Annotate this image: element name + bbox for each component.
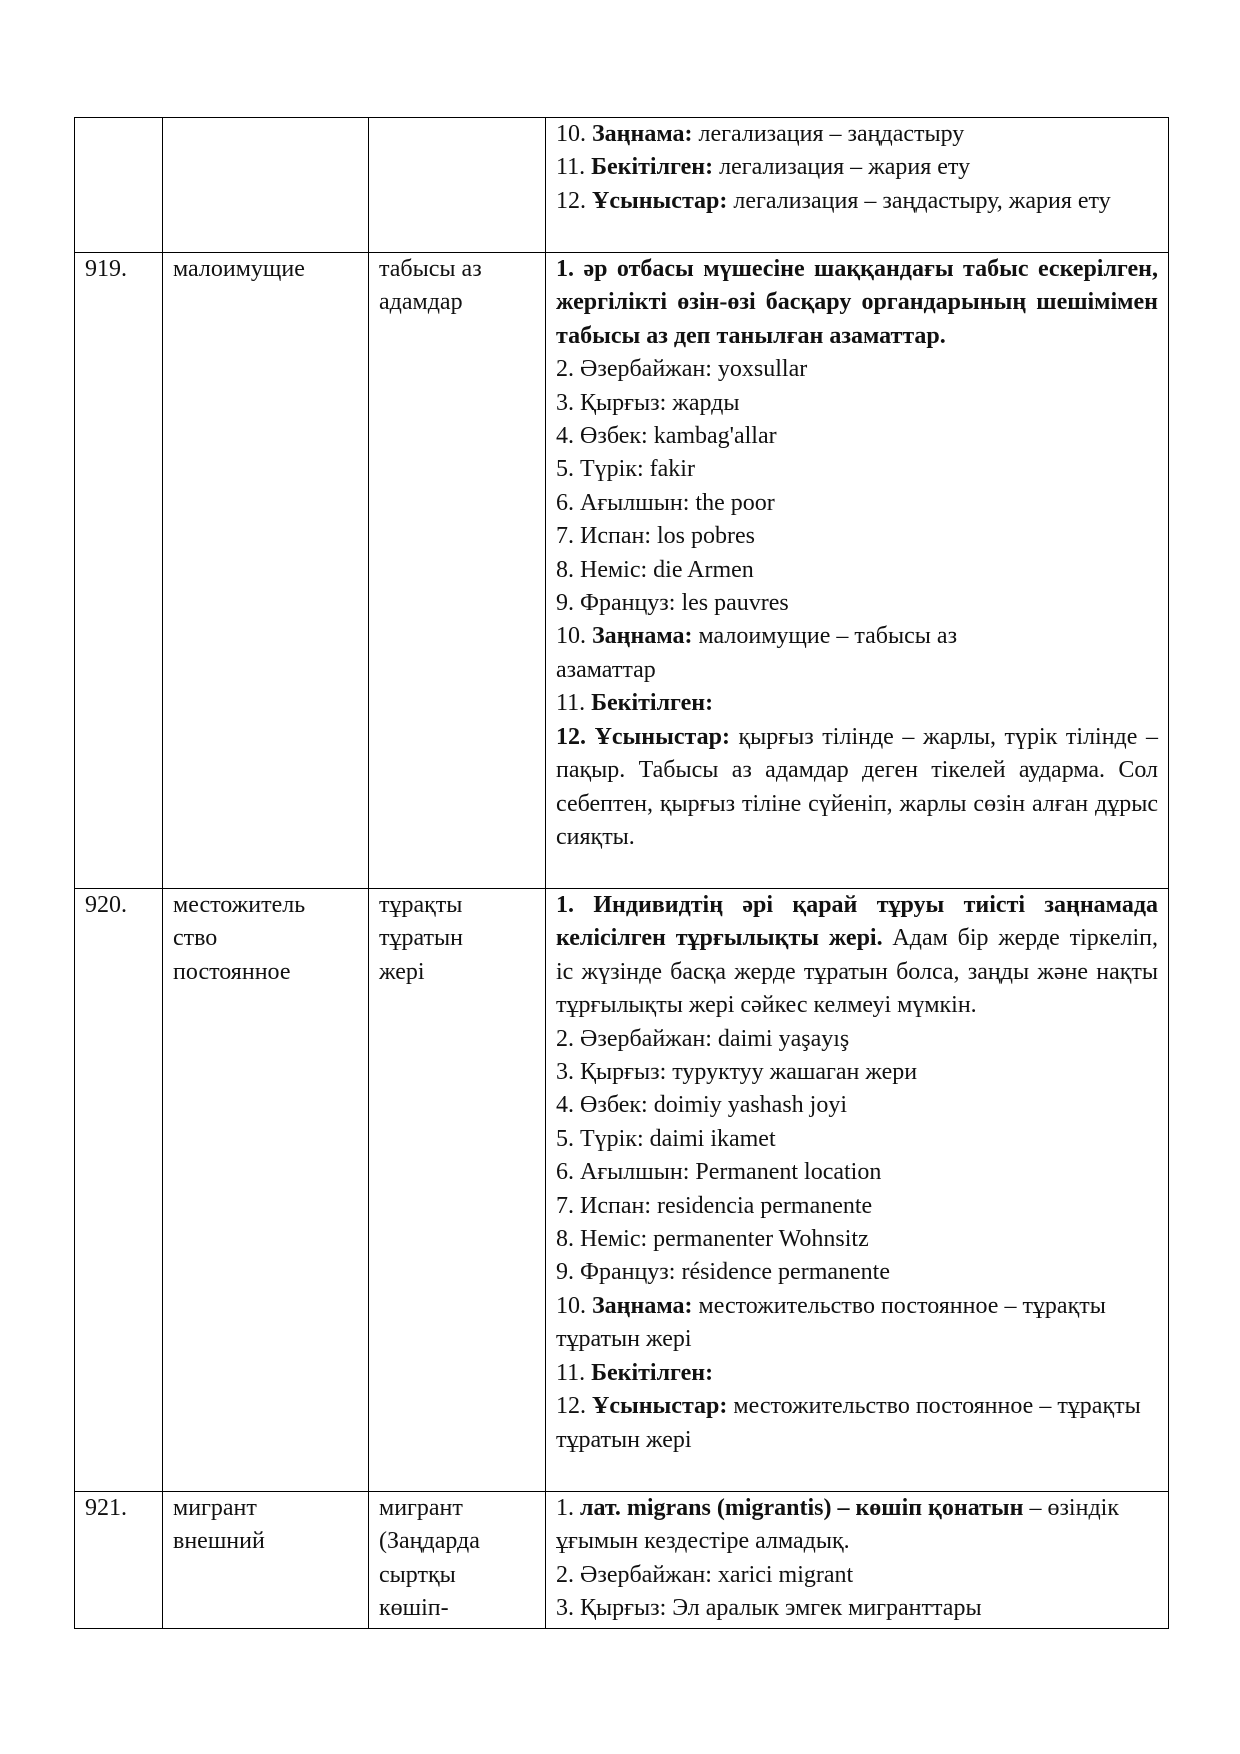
table-row [75,253,1169,889]
translation-line: 3. Қырғыз: туруктуу жашаган жери [556,1059,918,1086]
entry-number: 921. [75,1492,163,1629]
recommendation: 12. Ұсыныстар: қырғыз тілінде – жарлы, түрік тілінде – пақыр. Табысы аз адамдар деген тікелей аударма. Сол себептен, қырғыз тіліне сүйеніп, жарлы сөзін алған дұрыс сияқты. [556,723,1158,850]
translation-line: 4. Өзбек: doimiy yashash joyi [556,1092,848,1119]
glossary-table [74,117,1169,1629]
law-line: 10. Заңнама: легализация – заңдастыру [556,121,965,147]
kazakh-term-line: мигрант [379,1495,463,1521]
russian-term [163,1492,369,1629]
translation-line: 9. Француз: les pauvres [556,590,789,617]
table-row [75,889,1169,1492]
kazakh-term-line: тұрақты [379,892,463,918]
translation-line: 8. Неміс: die Armen [556,556,754,583]
russian-term-line: мигрант [173,1495,257,1521]
approved-line: 11. Бекітілген: [556,690,714,717]
translation-line: 5. Түрік: daimi ikamet [556,1125,776,1152]
translation-line: 2. Әзербайжан: yoxsullar [556,356,808,383]
russian-term-line: местожитель [173,892,306,918]
table-row [75,118,1169,253]
entry-content [546,1492,1169,1629]
definition: 1. әр отбасы мүшесіне шаққандағы табыс ескерілген, жергілікті өзін-өзі басқару органдарының шешімімен табысы аз деп танылған азаматтар. [556,256,1158,349]
kazakh-term-line: жері [379,958,425,985]
definition: 1. лат. migrans (migrantis) – көшіп қонатын – өзіндік ұғымын кездестіре алмадық. [556,1495,1119,1555]
translation-line: 2. Әзербайжан: xarici migrant [556,1561,854,1588]
entry-number: 920. [75,889,163,1492]
law-line: 10. Заңнама: местожительство постоянное – тұрақты тұратын жері [556,1292,1106,1353]
kazakh-term-line: табысы аз [379,256,482,282]
entry-content [546,253,1169,889]
law-line: 10. Заңнама: малоимущие – табысы аз азаматтар [556,623,958,683]
translation-line: 2. Әзербайжан: daimi yaşayış [556,1025,850,1052]
russian-term-line: постоянное [173,958,291,985]
entry-content [546,118,1169,253]
russian-term [163,889,369,1492]
kazakh-term [369,253,546,889]
entry-number: 919. [75,253,163,889]
translation-line: 6. Ағылшын: Permanent location [556,1159,882,1186]
definition: 1. Индивидтің әрі қарай тұруы тиісті заңнамада келісілген тұрғылықты жері. Адам бір жерде тіркеліп, іс жүзінде басқа жерде тұратын болса, заңды және нақты тұрғылықты жері сәйкес келмеуі мүмкін. [556,892,1158,1019]
translation-line: 6. Ағылшын: the poor [556,489,775,516]
approved-line: 11. Бекітілген: [556,1359,714,1386]
translation-line: 3. Қырғыз: Эл аралык эмгек мигранттары [556,1595,982,1622]
table-row [75,1492,1169,1629]
recommendation-line: 12. Ұсыныстар: легализация – заңдастыру, жария ету [556,187,1111,214]
kazakh-term [369,889,546,1492]
entry-number [75,118,163,253]
kazakh-term [369,1492,546,1629]
translation-line: 9. Француз: résidence permanente [556,1259,890,1286]
kazakh-term-line: (Заңдарда [379,1528,480,1555]
translation-line: 7. Испан: los pobres [556,523,755,550]
kazakh-term-line: сыртқы [379,1561,456,1588]
russian-term [163,118,369,253]
kazakh-term-line: тұратын [379,925,463,952]
kazakh-term-line: көшіп- [379,1595,449,1622]
kazakh-term [369,118,546,253]
recommendation-line: 12. Ұсыныстар: местожительство постоянное – тұрақты тұратын жері [556,1393,1141,1453]
translation-line: 3. Қырғыз: жарды [556,389,740,416]
translation-line: 8. Неміс: permanenter Wohnsitz [556,1226,869,1253]
translation-line: 7. Испан: residencia permanente [556,1192,873,1219]
russian-term-line: ство [173,925,218,952]
russian-term-line: внешний [173,1528,265,1555]
russian-term-line: малоимущие [173,256,305,282]
translation-line: 4. Өзбек: kambag'allar [556,423,777,450]
entry-content [546,889,1169,1492]
approved-line: 11. Бекітілген: легализация – жария ету [556,154,971,181]
russian-term [163,253,369,889]
kazakh-term-line: адамдар [379,289,463,316]
translation-line: 5. Түрік: fakir [556,456,695,483]
